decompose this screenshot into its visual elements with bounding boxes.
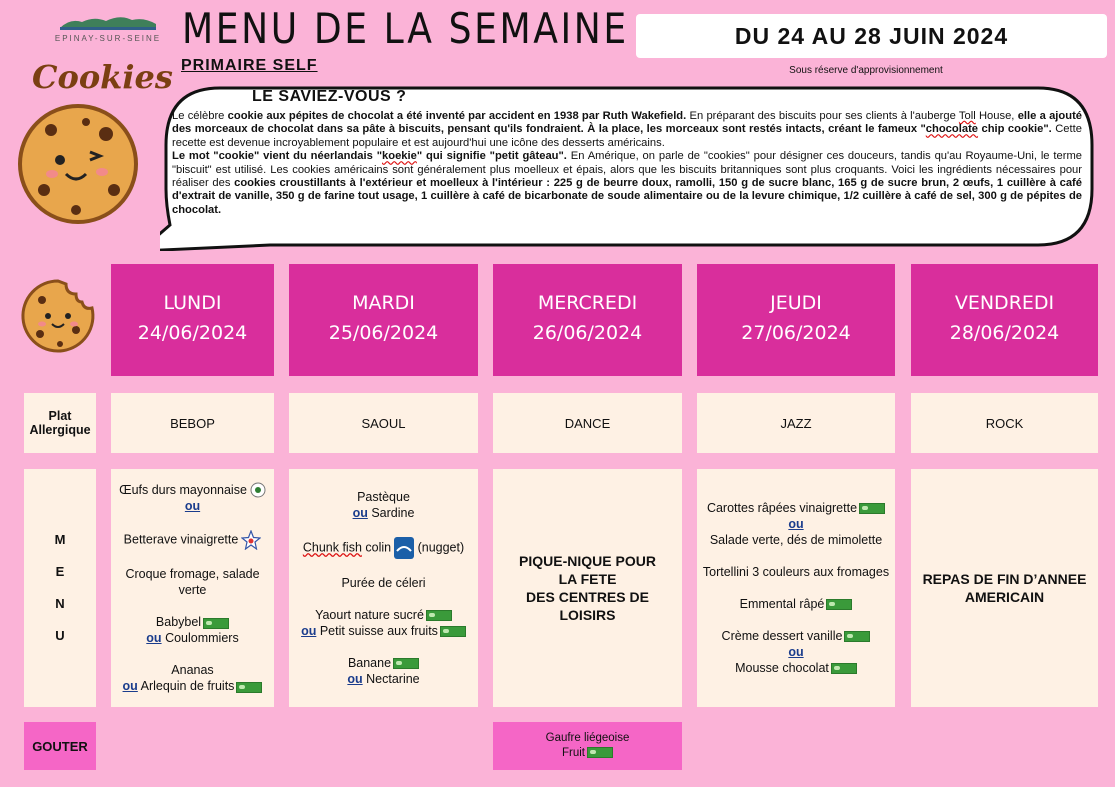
- cookie-mascot-icon: [16, 100, 142, 228]
- or-separator: ou: [301, 624, 317, 638]
- label-rouge-star-icon: [241, 530, 261, 550]
- dish: Sardine: [371, 506, 415, 520]
- allergy-vendredi: ROCK: [911, 393, 1098, 453]
- day-header-jeudi: [697, 264, 895, 376]
- info-text-span: Le célèbre: [172, 110, 228, 122]
- dish: Coulommiers: [165, 631, 239, 646]
- info-text-bold: elle a ajouté des morceaux de chocolat dans sa pâte à biscuits, pensant qu'ils fondraient. À la place, les morceaux sont restés intacts, créant le fameux ": [172, 110, 1083, 136]
- menu-lundi: [111, 469, 274, 707]
- organic-label-icon: [587, 747, 613, 758]
- dish: Crème dessert vanille: [721, 629, 843, 643]
- dish: Croque fromage, salade verte: [125, 567, 260, 598]
- event-line: PIQUE-NIQUE POUR: [519, 553, 656, 569]
- page-subtitle: PRIMAIRE SELF: [181, 57, 318, 74]
- dish: Yaourt nature sucré: [315, 608, 424, 622]
- or-separator: ou: [347, 672, 363, 686]
- snack: Gaufre liégeoise: [545, 732, 630, 744]
- info-text-bold: cookie aux pépites de chocolat a été inventé par accident en 1938 par Ruth Wakefield.: [227, 110, 687, 122]
- or-separator: ou: [184, 499, 201, 514]
- dish: Babybel: [155, 615, 202, 630]
- dish: (nugget): [417, 540, 465, 555]
- event-line: AMERICAIN: [964, 589, 1045, 605]
- info-text-bold: koekie: [382, 150, 417, 163]
- organic-label-icon: [826, 599, 852, 610]
- event-line: DES CENTRES DE LOISIRS: [526, 589, 649, 623]
- day-date: 28/06/2024: [949, 322, 1060, 344]
- menu-item: [124, 530, 262, 550]
- menu-mercredi: [493, 469, 682, 707]
- menu-item: [146, 614, 238, 646]
- snack: Fruit: [562, 747, 585, 759]
- info-text: [172, 110, 1082, 217]
- dish: Pastèque: [357, 490, 410, 504]
- day-name: MERCREDI: [537, 292, 638, 314]
- allergy-row-label: Plat Allergique: [24, 393, 96, 453]
- menu-letter: E: [55, 564, 65, 579]
- event-line: LA FETE: [558, 571, 617, 587]
- page-title: MENU DE LA SEMAINE: [182, 4, 629, 53]
- dish: Purée de céleri: [341, 576, 426, 590]
- or-separator: ou: [352, 506, 368, 520]
- info-text-bold: chocolate: [925, 123, 979, 136]
- day-header-lundi: [111, 264, 274, 376]
- dish: Nectarine: [366, 672, 420, 686]
- day-name: VENDREDI: [954, 292, 1055, 314]
- dish: Salade verte, dés de mimolette: [709, 533, 883, 547]
- dish: Tortellini 3 couleurs aux fromages: [702, 565, 890, 579]
- dish: Chunk fish: [302, 540, 362, 555]
- menu-item: [707, 500, 885, 548]
- menu-item: [119, 482, 266, 515]
- town-name: EPINAY-SUR-SEINE: [54, 34, 162, 43]
- day-date: 25/06/2024: [328, 322, 439, 344]
- dish: Petit suisse aux fruits: [319, 624, 438, 638]
- town-hills-icon: [60, 14, 156, 30]
- day-header-mercredi: [493, 264, 682, 376]
- or-separator: ou: [122, 679, 138, 694]
- info-text-bold: " qui signifie "petit gâteau".: [416, 150, 567, 163]
- dish: Emmental râpé: [739, 597, 825, 611]
- info-title: LE SAVIEZ-VOUS ?: [252, 88, 407, 105]
- allergy-mardi: SAOUL: [289, 393, 478, 453]
- organic-label-icon: [203, 618, 229, 629]
- dish: colin: [361, 540, 392, 555]
- day-name: LUNDI: [163, 292, 222, 314]
- town-logo: [52, 14, 164, 44]
- organic-label-icon: [859, 503, 885, 514]
- allergy-jeudi: JAZZ: [697, 393, 895, 453]
- cookies-logo: Cookies: [32, 58, 173, 96]
- organic-label-icon: [831, 663, 857, 674]
- menu-item: [123, 662, 263, 694]
- menu-item: [740, 596, 853, 612]
- msc-label-icon: [394, 537, 414, 559]
- gouter-row-label: GOUTER: [24, 722, 96, 770]
- dish: Œufs durs mayonnaise: [119, 482, 247, 497]
- menu-vendredi: [911, 469, 1098, 707]
- gouter-mercredi: [493, 722, 682, 770]
- menu-row-label: [24, 469, 96, 707]
- day-date: 26/06/2024: [532, 322, 643, 344]
- info-text-span: En Amérique, on parle de "cookies" pour désigner ces douceurs, tandis qu'au Royaume-Uni, le terme "biscuit" est utilisé. Les cookies américains sont généralement plus moelleux et épais, alors que les biscuits britanniques sont plus croquants. Voici les ingrédients nécessaires pour réaliser des: [172, 150, 1082, 190]
- menu-item: [353, 489, 415, 521]
- day-name: JEUDI: [770, 292, 822, 314]
- week-dates: DU 24 AU 28 JUIN 2024: [636, 14, 1107, 58]
- dish: Banane: [347, 656, 392, 670]
- menu-letter: U: [55, 628, 65, 643]
- menu-item: [722, 628, 871, 676]
- allergy-lundi: BEBOP: [111, 393, 274, 453]
- dish: Ananas: [171, 663, 214, 678]
- dish: Carottes râpées vinaigrette: [706, 501, 858, 515]
- info-paragraph-2: [172, 150, 1082, 217]
- menu-letter: N: [55, 596, 65, 611]
- info-paragraph-1: [172, 110, 1082, 150]
- info-text-span: En préparant des biscuits pour ses clients à l'auberge: [686, 110, 959, 122]
- organic-label-icon: [393, 658, 419, 669]
- or-separator: ou: [788, 645, 804, 659]
- dish: Mousse chocolat: [735, 661, 829, 675]
- day-header-vendredi: [911, 264, 1098, 376]
- menu-mardi: [289, 469, 478, 707]
- organic-label-icon: [440, 626, 466, 637]
- day-name: MARDI: [352, 292, 415, 314]
- day-date: 27/06/2024: [741, 322, 851, 344]
- info-text-span: Cette recette est devenue incroyablement populaire et est aujourd'hui une icône des desserts américains.: [172, 123, 1082, 149]
- menu-item: [301, 607, 466, 639]
- dish: Betterave vinaigrette: [123, 532, 239, 547]
- label-producteur-icon: [250, 482, 266, 498]
- menu-item: [303, 537, 464, 559]
- dish: Arlequin de fruits: [140, 679, 235, 694]
- small-cookie-icon: [20, 278, 96, 356]
- event-line: REPAS DE FIN D’ANNEE: [922, 571, 1087, 587]
- organic-label-icon: [236, 682, 262, 693]
- organic-label-icon: [426, 610, 452, 621]
- disclaimer: Sous réserve d'approvisionnement: [789, 65, 943, 76]
- or-separator: ou: [788, 517, 804, 531]
- info-text-span: House,: [975, 110, 1018, 122]
- menu-item: [347, 655, 419, 687]
- menu-jeudi: [697, 469, 895, 707]
- snack-line: [493, 746, 682, 761]
- day-header-mardi: [289, 264, 478, 376]
- organic-label-icon: [844, 631, 870, 642]
- info-text-bold: cookies croustillants à l'extérieur et moelleux à l'intérieur : 225 g de beurre doux, ramolli, 150 g de sucre blanc, 165 g de sucre brun, 2 œufs, 1 cuillère à café d'extrait de vanille, 350 g de farine tout usage, 1 cuillère à café de bicarbonate de soude alimentaire ou de la levure chimique, 1/2 cuillère à café de sel, 300 g de pépites de chocolat.: [172, 177, 1082, 216]
- or-separator: ou: [146, 631, 162, 646]
- menu-letter: M: [54, 532, 66, 547]
- day-date: 24/06/2024: [137, 322, 248, 344]
- info-text-span: Toll: [958, 110, 976, 122]
- info-text-bold: Le mot "cookie" vient du néerlandais ": [172, 150, 383, 163]
- allergy-mercredi: DANCE: [493, 393, 682, 453]
- info-text-bold: chip cookie".: [978, 123, 1052, 136]
